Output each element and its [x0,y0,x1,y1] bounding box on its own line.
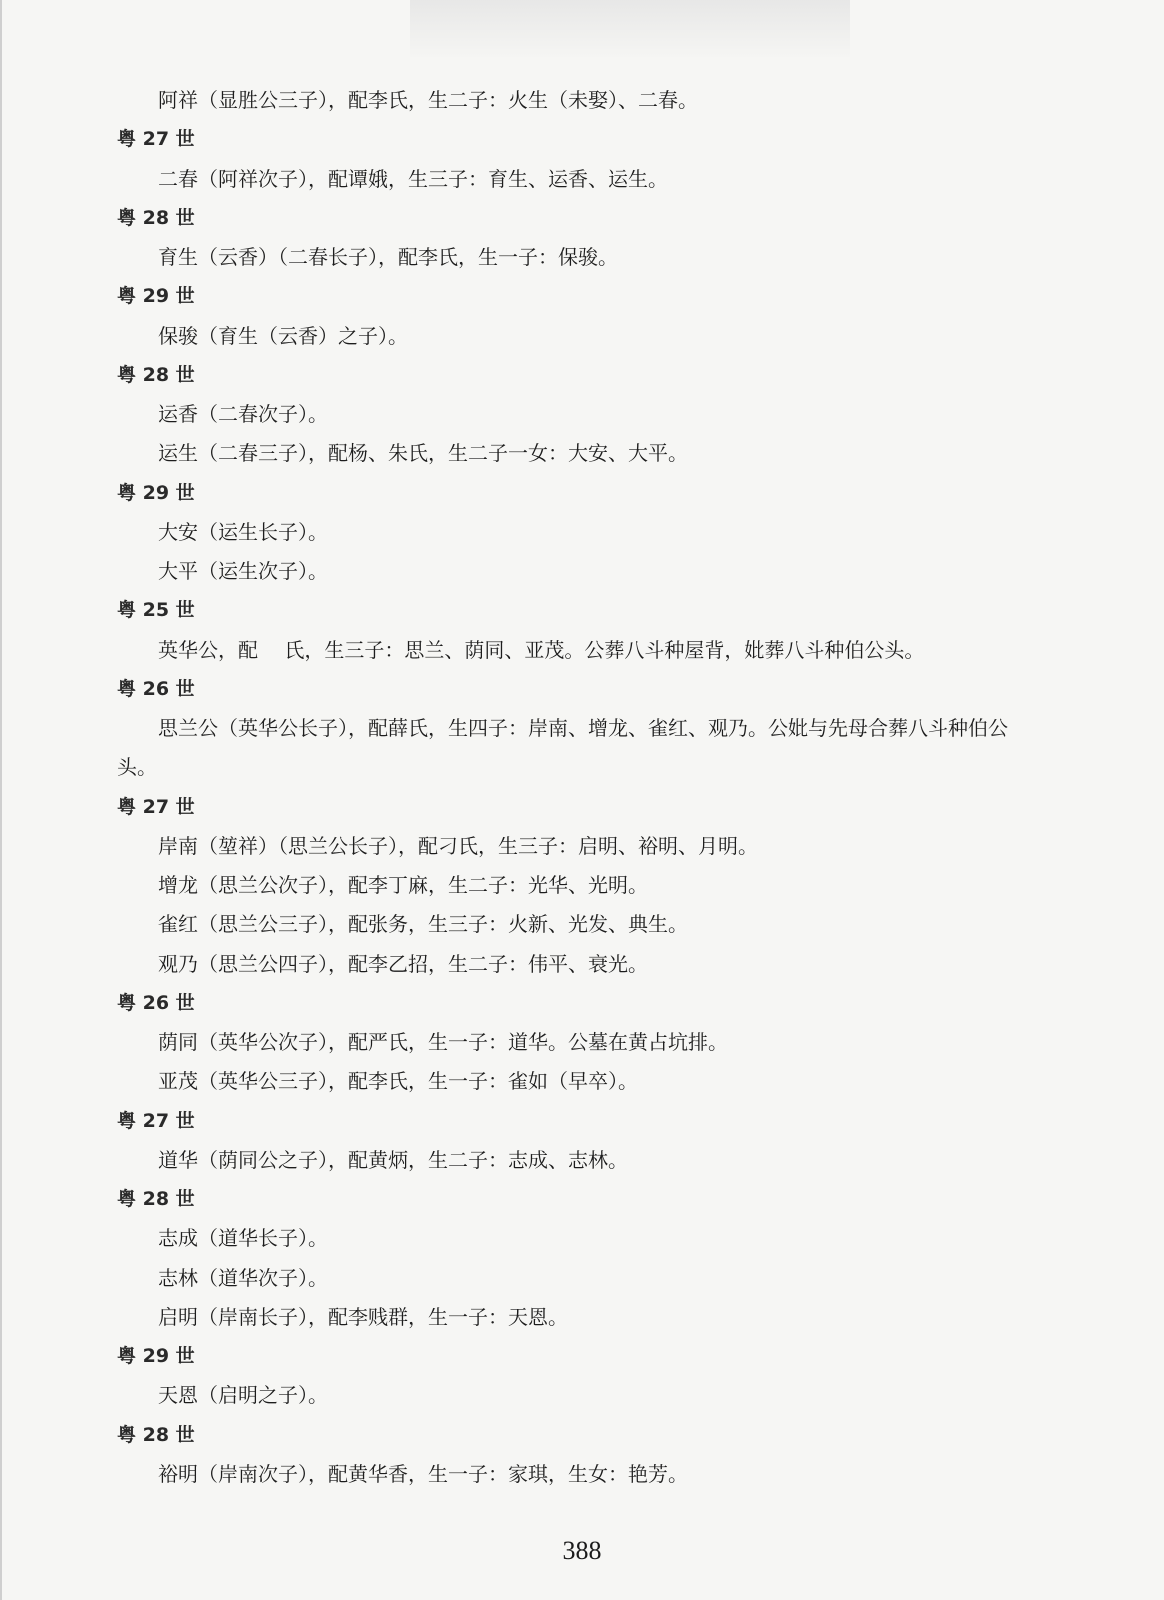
genealogy-entry: 志林（道华次子）。 [158,1266,328,1290]
genealogy-entry: 运香（二春次子）。 [158,402,328,426]
genealogy-entry: 思兰公（英华公长子），配薛氏，生四子：岸南、增龙、雀红、观乃。公妣与先母合葬八斗种伯公 [158,716,1008,740]
genealogy-entry: 阿祥（显胜公三子），配李氏，生二子：火生（未娶）、二春。 [158,88,698,112]
generation-heading: 粤 29 世 [117,285,195,307]
genealogy-entry: 英华公，配 氏，生三子：思兰、荫同、亚茂。公葬八斗种屋背，妣葬八斗种伯公头。 [158,638,925,662]
page-edge [0,0,2,1600]
genealogy-entry: 亚茂（英华公三子），配李氏，生一子：雀如（早卒）。 [158,1069,638,1093]
generation-heading: 粤 27 世 [117,128,195,150]
genealogy-entry: 保骏（育生（云香）之子）。 [158,324,408,348]
genealogy-entry: 裕明（岸南次子），配黄华香，生一子：家琪，生女：艳芳。 [158,1462,688,1486]
genealogy-entry: 天恩（启明之子）。 [158,1383,328,1407]
genealogy-entry: 大安（运生长子）。 [158,520,328,544]
entry-continuation: 头。 [117,755,157,779]
page-number: 388 [562,1536,602,1565]
genealogy-entry: 二春（阿祥次子），配谭娥，生三子：育生、运香、运生。 [158,167,668,191]
genealogy-entry: 岸南（堃祥）（思兰公长子），配刁氏，生三子：启明、裕明、月明。 [158,834,758,858]
genealogy-entry: 雀红（思兰公三子），配张务，生三子：火新、光发、典生。 [158,912,688,936]
genealogy-entry: 道华（荫同公之子），配黄炳，生二子：志成、志林。 [158,1148,628,1172]
generation-heading: 粤 28 世 [117,1188,195,1210]
genealogy-entry: 启明（岸南长子），配李贱群，生一子：天恩。 [158,1305,568,1329]
generation-heading: 粤 27 世 [117,1110,195,1132]
generation-heading: 粤 27 世 [117,796,195,818]
genealogy-entry: 运生（二春三子），配杨、朱氏，生二子一女：大安、大平。 [158,441,688,465]
generation-heading: 粤 26 世 [117,992,195,1014]
genealogy-entry: 大平（运生次子）。 [158,559,328,583]
generation-heading: 粤 25 世 [117,599,195,621]
genealogy-entry: 荫同（英华公次子），配严氏，生一子：道华。公墓在黄占坑排。 [158,1030,728,1054]
generation-heading: 粤 29 世 [117,1345,195,1367]
generation-heading: 粤 28 世 [117,1424,195,1446]
genealogy-entry: 育生（云香）（二春长子），配李氏，生一子：保骏。 [158,245,618,269]
generation-heading: 粤 26 世 [117,678,195,700]
generation-heading: 粤 29 世 [117,482,195,504]
generation-heading: 粤 28 世 [117,207,195,229]
genealogy-entry: 志成（道华长子）。 [158,1226,328,1250]
generation-heading: 粤 28 世 [117,364,195,386]
genealogy-entry: 观乃（思兰公四子），配李乙招，生二子：伟平、衰光。 [158,952,648,976]
scan-smudge [410,0,850,60]
genealogy-entry: 增龙（思兰公次子），配李丁麻，生二子：光华、光明。 [158,873,648,897]
